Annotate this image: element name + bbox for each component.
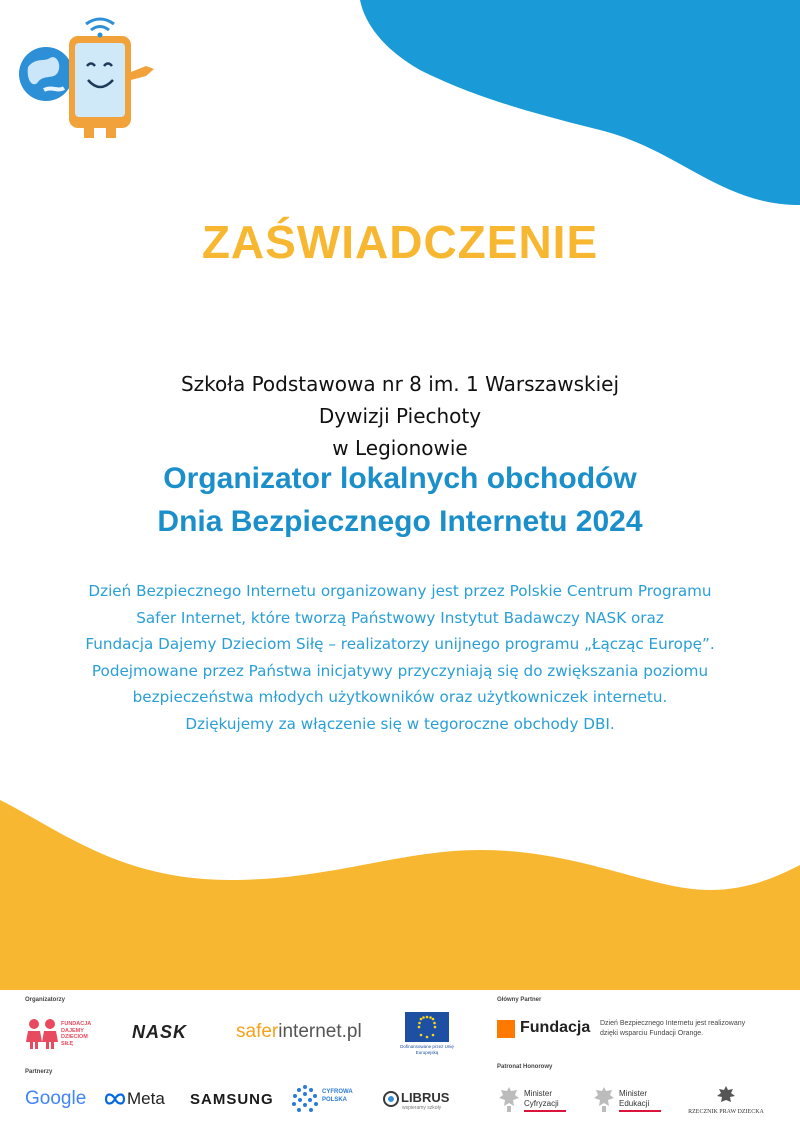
polish-eagle-icon: [497, 1084, 521, 1114]
polish-eagle-icon: [592, 1084, 616, 1114]
nask-logo: NASK: [132, 1022, 188, 1042]
tablet-mascot-icon: [14, 12, 159, 142]
fdds-line: FUNDACJA: [61, 1021, 92, 1027]
body-text: [20, 578, 780, 738]
polish-flag-stripe: [524, 1110, 566, 1112]
honorary-label: Patronat Honorowy: [497, 1064, 553, 1070]
main-partner-label: Główny Partner: [497, 997, 542, 1003]
school-name-line: w Legionowie: [332, 436, 468, 460]
body-line: Dziękujemy za włączenie się w tegoroczne obchody DBI.: [185, 714, 615, 733]
google-text: Google: [25, 1088, 87, 1109]
body-line: Podejmowane przez Państwa inicjatywy przyczyniają się do zwiększania poziomu: [91, 661, 709, 680]
body-line: bezpieczeństwa młodych użytkowników oraz użytkowniczek internetu.: [132, 688, 668, 707]
samsung-logo: SAMSUNG: [190, 1091, 274, 1108]
fundacja-logo: Fundacja: [520, 1019, 591, 1036]
body-line: Safer Internet, które tworzą Państwowy Instytut Badawczy NASK oraz: [136, 608, 664, 627]
saferinternet-logo: [236, 1021, 362, 1043]
headline-line: Organizator lokalnych obchodów: [163, 462, 637, 495]
school-name-line: Szkoła Podstawowa nr 8 im. 1 Warszawskiej: [180, 372, 620, 396]
fdds-line: DAJEMY: [61, 1027, 84, 1034]
saferinternet-part1: safer: [236, 1021, 279, 1042]
meta-logo: Meta: [127, 1089, 165, 1108]
headline-line: Dnia Bezpiecznego Internetu 2024: [157, 505, 643, 538]
certificate-title: ZAŚWIADCZENIE: [201, 216, 599, 268]
fdds-children-icon: [25, 1018, 59, 1050]
cyfrowa-line: CYFROWA: [322, 1089, 353, 1095]
headline: [0, 457, 800, 543]
minister-edukacji-logo: [619, 1089, 661, 1112]
cyfrowa-line: POLSKA: [322, 1097, 348, 1103]
librus-logo: LIBRUS: [401, 1090, 450, 1105]
fdds-logo: [61, 1021, 91, 1047]
bottom-orange-wave: [0, 800, 800, 990]
polish-flag-stripe: [619, 1110, 661, 1112]
minister-line: Minister: [524, 1089, 553, 1098]
school-name-line: Dywizji Piechoty: [318, 404, 482, 428]
rpd-logo: RZECZNIK PRAW DZIECKA: [688, 1109, 764, 1115]
cyfrowa-polska-dots-icon: [290, 1084, 320, 1114]
minister-line: Cyfryzacji: [524, 1099, 559, 1108]
eu-caption: Dofinansowane przez Unię Europejską: [400, 1044, 454, 1055]
top-right-blue-wave: [360, 0, 800, 205]
body-line: Fundacja Dajemy Dzieciom Siłę – realizatorzy unijnego programu „Łącząc Europę”.: [85, 635, 715, 654]
minister-line: Edukacji: [619, 1099, 650, 1108]
orange-note-line: dzięki wsparciu Fundacji Orange.: [600, 1030, 704, 1037]
minister-cyfryzacji-logo: [524, 1089, 566, 1112]
footer-logos: [0, 990, 800, 1130]
fdds-line: SIŁĘ: [61, 1040, 74, 1047]
partners-label: Partnerzy: [25, 1069, 53, 1075]
school-name: [100, 368, 700, 464]
rpd-eagle-icon: [715, 1084, 737, 1106]
librus-tagline: wspieramy szkoły: [402, 1105, 442, 1111]
minister-line: Minister: [619, 1089, 648, 1098]
orange-note: [600, 1019, 745, 1039]
body-line: Dzień Bezpiecznego Internetu organizowany jest przez Polskie Centrum Programu: [88, 582, 712, 600]
meta-infinity-icon: [104, 1092, 126, 1106]
saferinternet-part2: internet.pl: [278, 1021, 362, 1042]
organizers-label: Organizatorzy: [25, 997, 66, 1003]
fdds-line: DZIECIOM: [61, 1034, 88, 1040]
google-logo: [25, 1088, 86, 1110]
eu-flag-icon: [405, 1012, 449, 1042]
librus-icon: [383, 1091, 399, 1107]
orange-square-icon: [497, 1020, 515, 1038]
cyfrowa-polska-logo: [322, 1088, 353, 1104]
orange-note-line: Dzień Bezpiecznego Internetu jest realizowany: [600, 1020, 746, 1027]
